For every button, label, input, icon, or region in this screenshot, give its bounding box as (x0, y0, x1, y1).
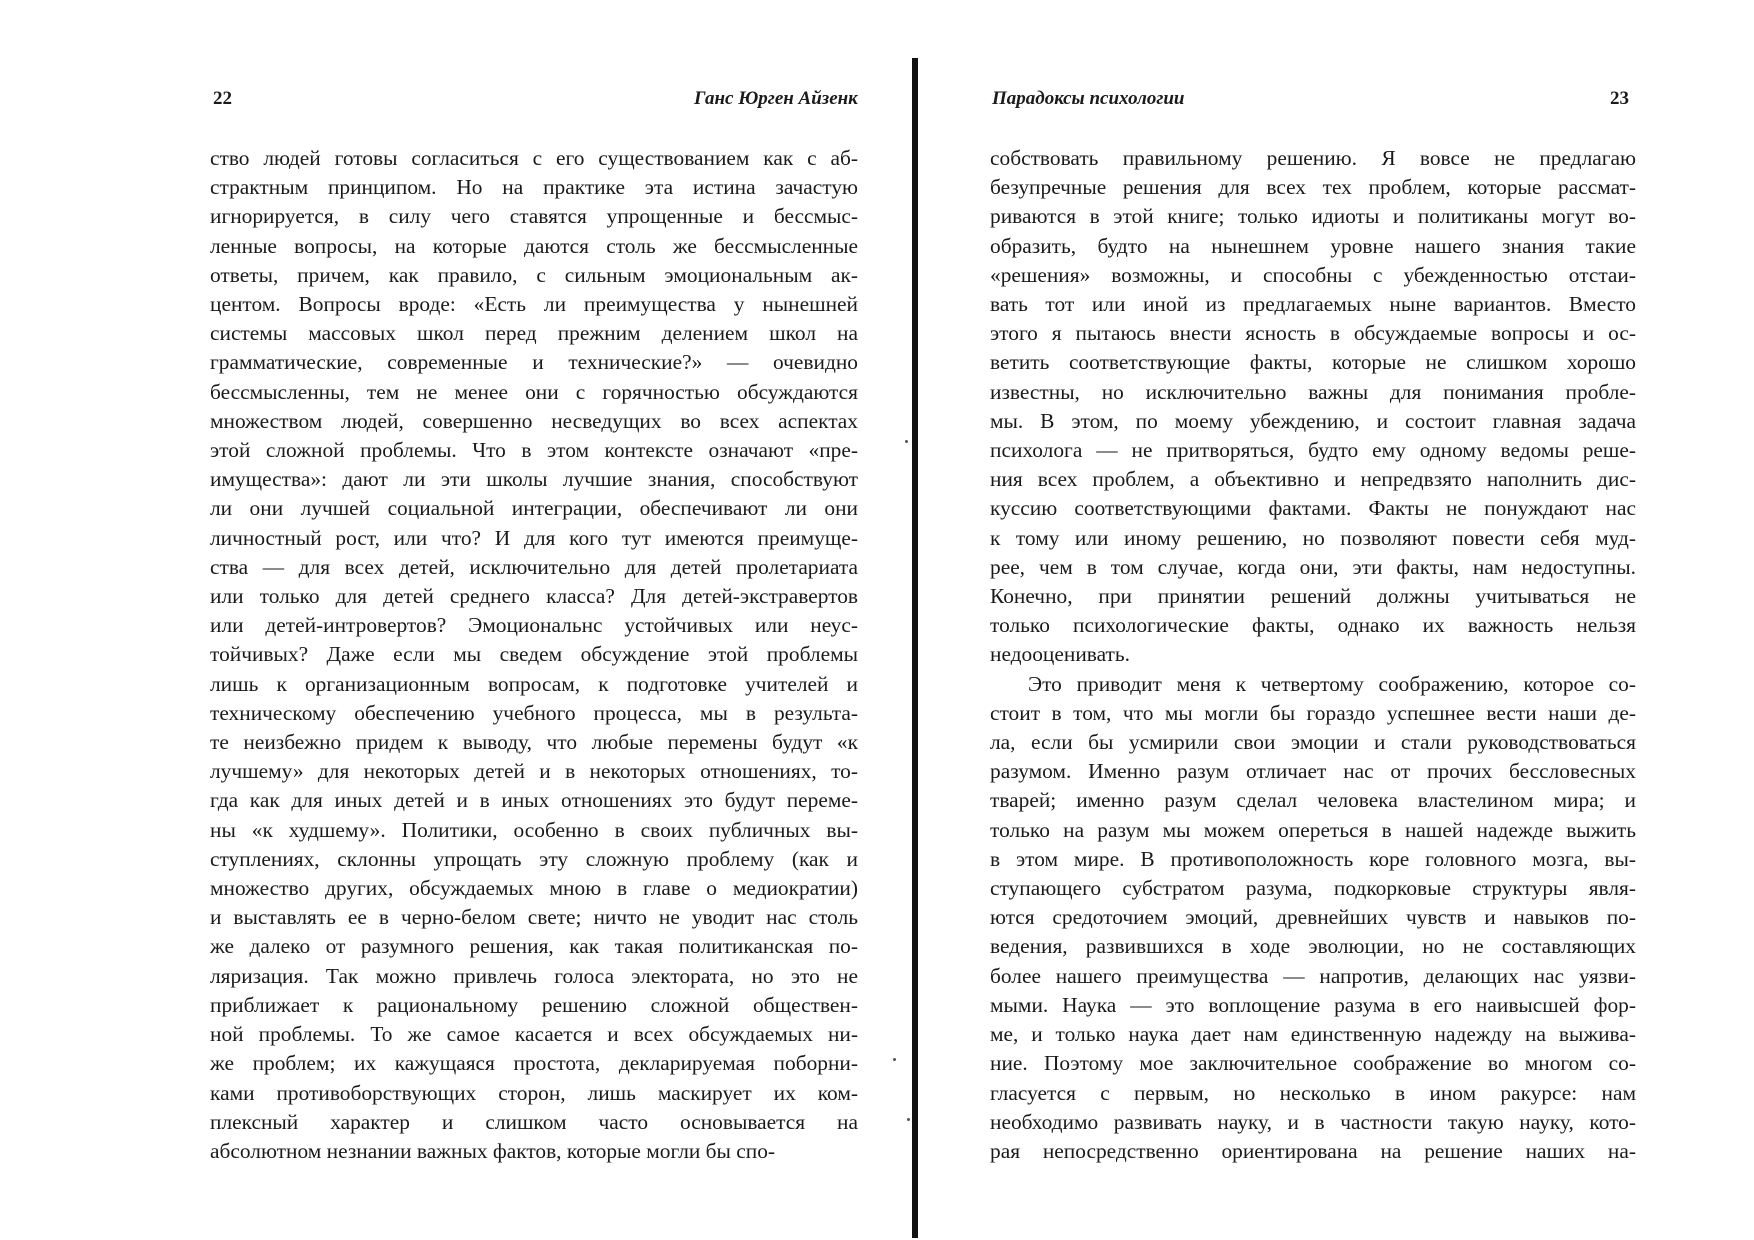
right-page-number: 23 (1610, 88, 1629, 109)
text-line: этой сложной проблемы. Что в этом контексте означают «пре- (210, 438, 858, 463)
text-line: техническому обеспечению учебного процесса, мы в результа- (210, 700, 858, 725)
text-line: известны, но исключительно важны для понимания пробле- (990, 379, 1636, 404)
text-line: мы. В этом, по моему убеждению, и состоит главная задача (990, 408, 1636, 433)
text-line: образить, будто на нынешнем уровне нашего знания такие (990, 233, 1636, 258)
text-line: ства — для всех детей, исключительно для детей пролетариата (210, 554, 858, 579)
left-running-title: Ганс Юрген Айзенк (694, 88, 858, 109)
text-line: центом. Вопросы вроде: «Есть ли преимущества у нынешней (210, 292, 858, 317)
left-body-text (210, 144, 858, 1166)
text-line: только психологические факты, однако их важность нельзя (990, 613, 1636, 638)
text-line: недооценивать. (990, 642, 1130, 667)
right-page (876, 0, 1754, 1240)
text-line: ние. Поэтому мое заключительное соображение во многом со- (990, 1051, 1636, 1076)
text-line: абсолютном незнании важных фактов, которые могли бы спо- (210, 1138, 776, 1163)
text-line: ной проблемы. То же самое касается и всех обсуждаемых ни- (210, 1022, 858, 1047)
text-line: или только для детей среднего класса? Для детей-экстравертов (210, 584, 858, 609)
text-line: стоит в том, что мы могли бы гораздо успешнее вести наши де- (990, 700, 1636, 725)
right-body-text (990, 144, 1636, 1166)
text-line: собствовать правильному решению. Я вовсе не предлагаю (990, 146, 1636, 170)
text-line: мыми. Наука — это воплощение разума в его наивысшей фор- (990, 992, 1636, 1017)
text-line: только на разум мы можем опереться в нашей надежде выжить (990, 817, 1636, 842)
text-line: ме, и только наука дает нам единственную надежду на выжива- (990, 1022, 1636, 1047)
text-line: личностный рост, или что? И для кого тут имеются преимуще- (210, 525, 858, 550)
text-line: рая непосредственно ориентирована на решение наших на- (990, 1138, 1636, 1163)
text-line: куссию соответствующими фактами. Факты не понуждают нас (990, 496, 1636, 521)
text-line: ступлениях, склонны упрощать эту сложную проблему (как и (210, 846, 858, 871)
text-line: разумом. Именно разум отличает нас от прочих бессловесных (990, 759, 1636, 784)
text-line: ками противоборствующих сторон, лишь маскирует их ком- (210, 1080, 858, 1105)
text-line: грамматические, современные и технические?» — очевидно (210, 350, 858, 375)
left-page (0, 0, 876, 1240)
text-line: «решения» возможны, и способны с убежденностью отстаи- (990, 262, 1636, 287)
text-line: психолога — не притворяться, будто ему одному ведомы реше- (990, 438, 1636, 463)
text-line: ленные вопросы, на которые даются столь же бессмысленные (210, 233, 858, 258)
text-line: тварей; именно разум сделал человека властелином мира; и (990, 788, 1636, 813)
text-line: бессмысленны, тем не менее они с горячностью обсуждаются (210, 379, 858, 404)
text-line: приближает к рациональному решению сложной обществен- (210, 992, 858, 1017)
text-line: риваются в этой книге; только идиоты и политиканы могут во- (990, 204, 1636, 229)
text-line: ляризация. Так можно привлечь голоса электората, но это не (210, 963, 858, 988)
text-line: Это приводит меня к четвертому соображению, которое со- (1028, 671, 1636, 696)
text-line: тойчивых? Даже если мы сведем обсуждение этой проблемы (210, 642, 858, 667)
text-line: Конечно, при принятии решений должны учитываться не (990, 584, 1636, 609)
text-line: вать тот или иной из предлагаемых ныне вариантов. Вместо (990, 292, 1636, 317)
text-line: же далеко от разумного решения, как такая политиканская по- (210, 934, 858, 959)
text-line: имущества»: дают ли эти школы лучшие знания, способствуют (210, 467, 858, 492)
text-line: более нашего преимущества — напротив, делающих нас уязви- (990, 963, 1636, 988)
text-line: этого я пытаюсь внести ясность в обсуждаемые вопросы и ос- (990, 321, 1636, 346)
text-line: необходимо развивать науку, и в частности такую науку, кото- (990, 1109, 1636, 1134)
text-line: безупречные решения для всех тех проблем, которые рассмат- (990, 175, 1636, 200)
text-line: множеством людей, совершенно несведущих во всех аспектах (210, 408, 858, 433)
text-line: гда как для иных детей и в иных отношениях это будут переме- (210, 788, 858, 813)
text-line: гласуется с первым, но несколько в ином ракурсе: нам (990, 1080, 1636, 1105)
text-line: или детей-интровертов? Эмоциональнс устойчивых или неус- (210, 613, 858, 638)
text-line: ны «к худшему». Политики, особенно в своих публичных вы- (210, 817, 858, 842)
text-line: лучшему» для некоторых детей и в некоторых отношениях, то- (210, 759, 858, 784)
text-line: ются средоточием эмоций, древнейших чувств и навыков по- (990, 905, 1636, 930)
text-line: ство людей готовы согласиться с его существованием как с аб- (210, 146, 858, 170)
text-line: ния всех проблем, а объективно и непредвзято наполнить дис- (990, 467, 1636, 492)
right-running-title: Парадоксы психологии (992, 88, 1185, 109)
text-line: игнорируется, в силу чего ставятся упрощенные и бессмыс- (210, 204, 858, 229)
text-line: плексный характер и слишком часто основывается на (210, 1109, 858, 1134)
text-line: ветить соответствующие факты, которые не слишком хорошо (990, 350, 1636, 375)
left-page-number: 22 (213, 88, 232, 109)
text-line: лишь к организационным вопросам, к подготовке учителей и (210, 671, 858, 696)
text-line: те неизбежно придем к выводу, что любые перемены будут «к (210, 730, 858, 755)
text-line: рее, чем в том случае, когда они, эти факты, нам недоступны. (990, 554, 1636, 579)
text-line: системы массовых школ перед прежним делением школ на (210, 321, 858, 346)
text-line: ла, если бы усмирили свои эмоции и стали руководствоваться (990, 730, 1636, 755)
text-line: к тому или иному решению, но позволяют повести себя муд- (990, 525, 1636, 550)
text-line: и выставлять ее в черно-белом свете; ничто не уводит нас столь (210, 905, 858, 930)
text-line: ли они лучшей социальной интеграции, обеспечивают ли они (210, 496, 858, 521)
text-line: множество других, обсуждаемых мною в главе о медиократии) (210, 876, 858, 901)
text-line: ступающего субстратом разума, подкорковые структуры явля- (990, 876, 1636, 901)
text-line: же проблем; их кажущаяся простота, декларируемая поборни- (210, 1051, 858, 1076)
text-line: ответы, причем, как правило, с сильным эмоциональным ак- (210, 262, 858, 287)
text-line: в этом мире. В противоположность коре головного мозга, вы- (990, 846, 1636, 871)
text-line: страктным принципом. Но на практике эта истина зачастую (210, 175, 858, 200)
text-line: ведения, развившихся в ходе эволюции, но не составляющих (990, 934, 1636, 959)
